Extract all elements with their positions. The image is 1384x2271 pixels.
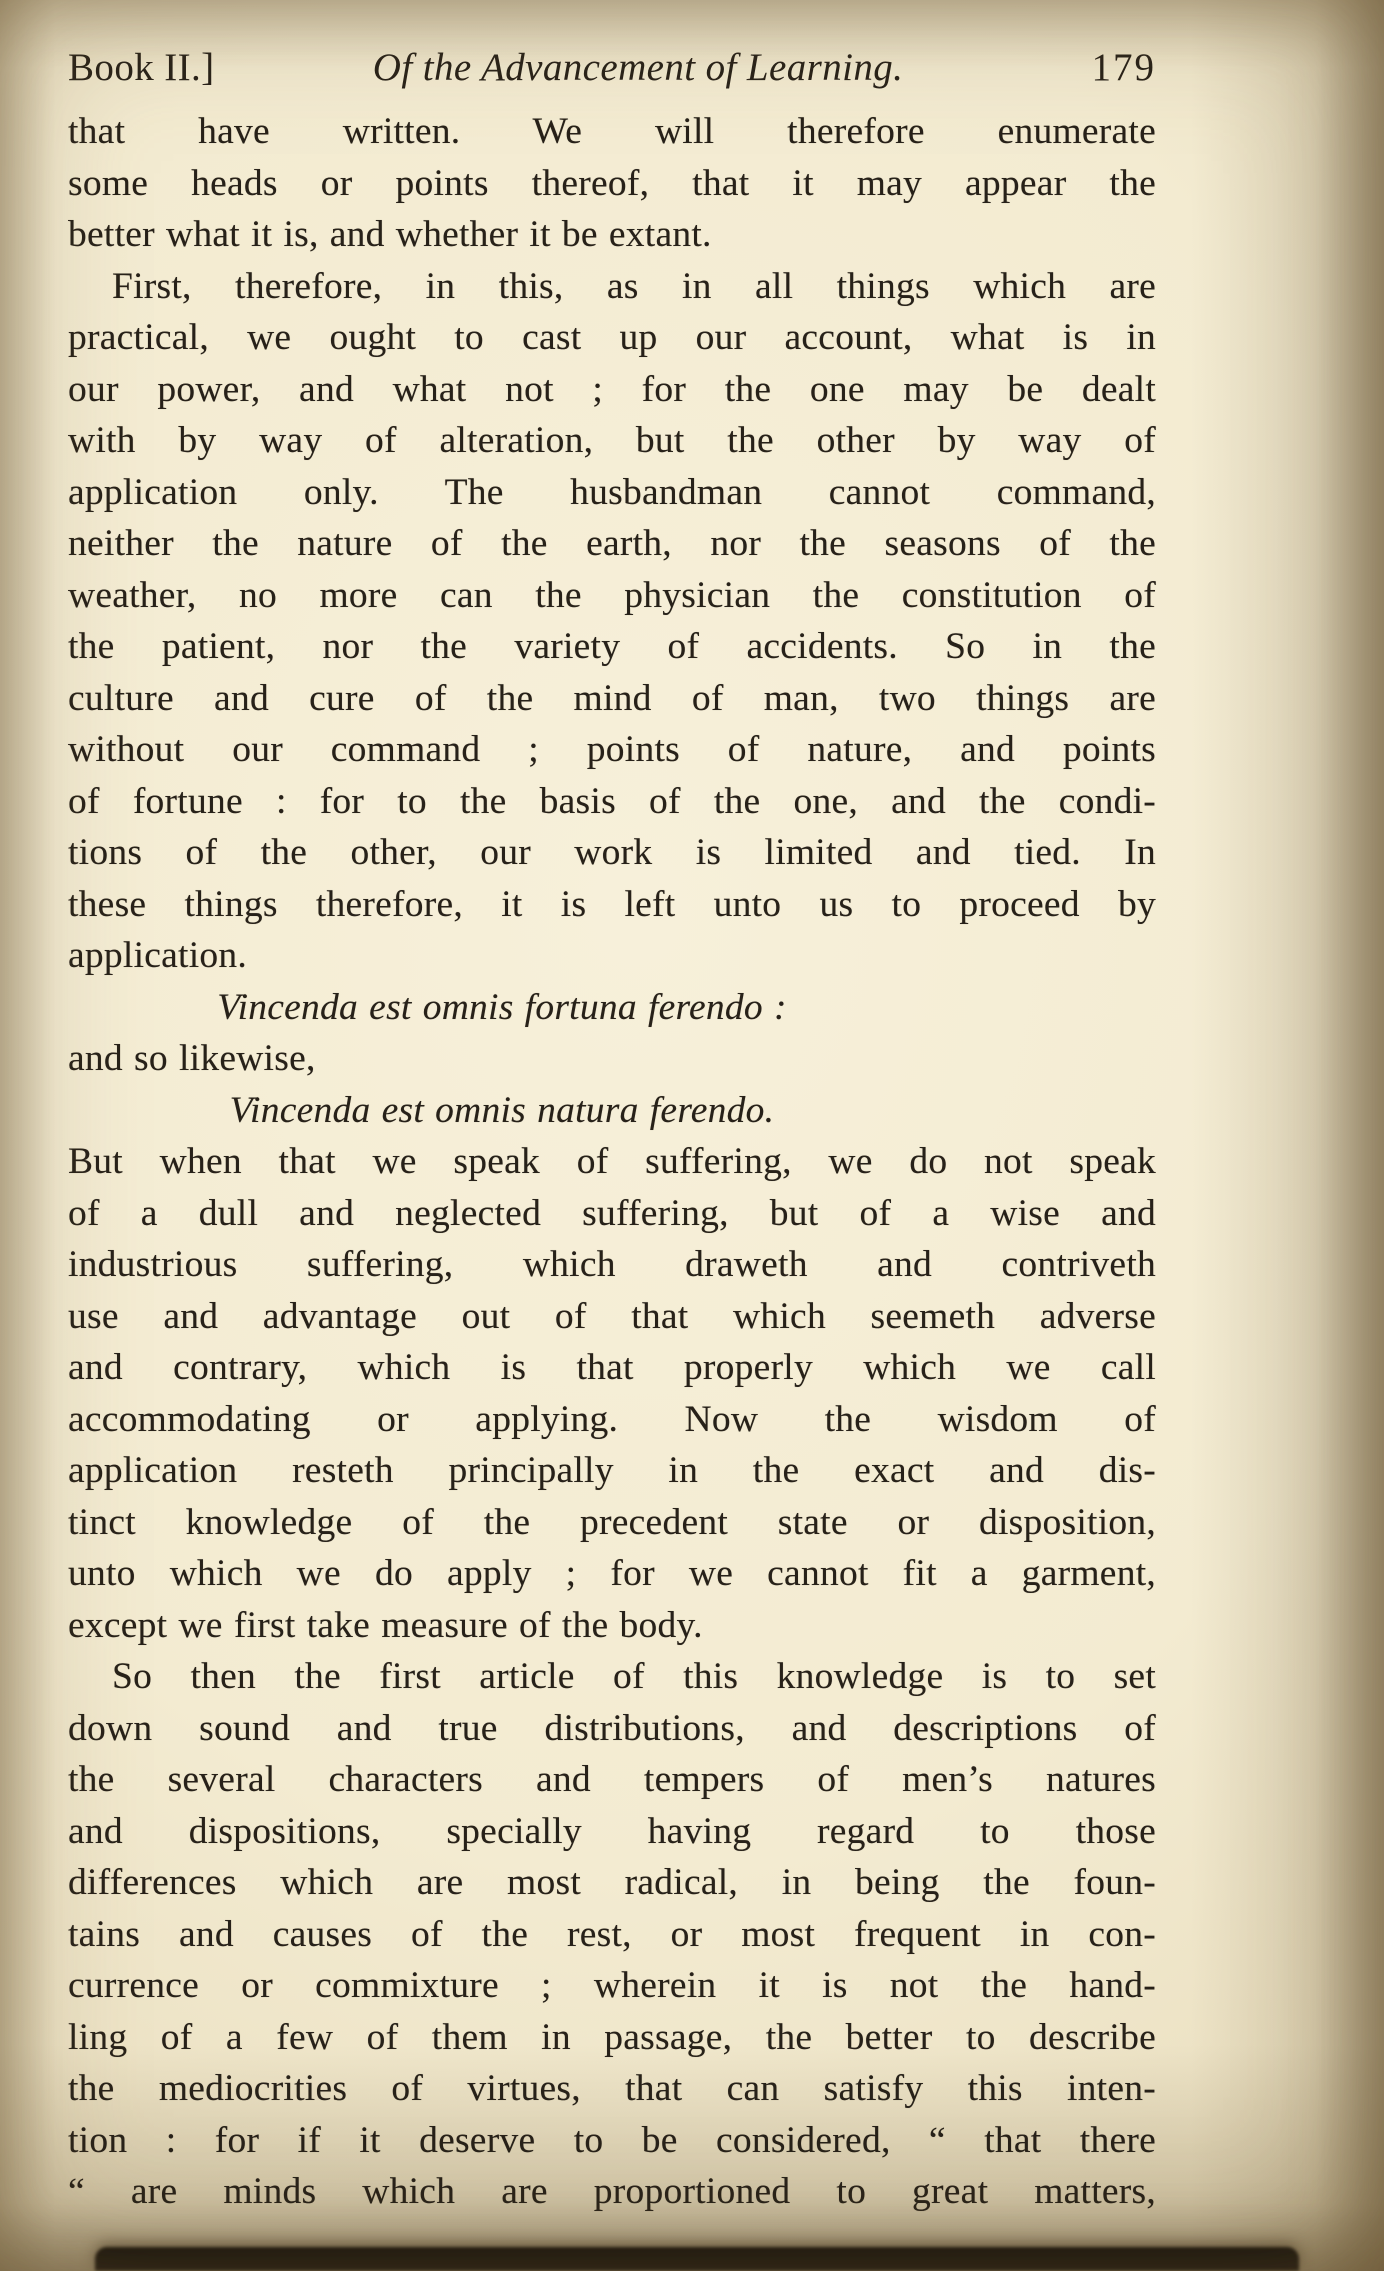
book-label: Book II.] [68, 46, 215, 89]
text-line: the mediocrities of virtues, that can satisfy this inten- [68, 2068, 1156, 2109]
text-line: without our command ; points of nature, and points [68, 729, 1156, 770]
text-line: application only. The husbandman cannot command, [68, 471, 1156, 513]
text-line: down sound and true distributions, and descriptions of [68, 1707, 1156, 1749]
text-line: some heads or points thereof, that it may appear the [68, 162, 1156, 204]
text-line: But when that we speak of suffering, we do not speak [68, 1141, 1156, 1182]
text-line: unto which we do apply ; for we cannot fit a garment, [68, 1553, 1156, 1594]
page-bottom-shadow [95, 2247, 1299, 2271]
text-line: our power, and what not ; for the one may be dealt [68, 368, 1156, 410]
text-line: that have written. We will therefore enumerate [68, 111, 1156, 152]
text-line: tions of the other, our work is limited and tied. In [68, 832, 1156, 873]
text-line: and contrary, which is that properly which we call [68, 1347, 1156, 1388]
text-line: better what it is, and whether it be extant. [68, 214, 712, 255]
text-line: tains and causes of the rest, or most frequent in con- [68, 1913, 1156, 1955]
text-line: tinct knowledge of the precedent state or disposition, [68, 1501, 1156, 1543]
text-line: weather, no more can the physician the constitution of [68, 574, 1156, 616]
text-line: accommodating or applying. Now the wisdom of [68, 1398, 1156, 1440]
running-title: Of the Advancement of Learning. [372, 46, 904, 89]
text-line: neither the nature of the earth, nor the seasons of the [68, 523, 1156, 564]
text-line: industrious suffering, which draweth and contriveth [68, 1244, 1156, 1285]
text-line: these things therefore, it is left unto us to proceed by [68, 883, 1156, 925]
text-line: application resteth principally in the exact and dis- [68, 1450, 1156, 1491]
text-line: culture and cure of the mind of man, two things are [68, 677, 1156, 719]
text-line: and dispositions, specially having regard to those [68, 1810, 1156, 1852]
text-line: “ are minds which are proportioned to great matters, [68, 2171, 1156, 2212]
text-line: and so likewise, [68, 1038, 316, 1079]
page-body [68, 106, 1156, 2218]
page-text-block [68, 44, 1156, 2218]
text-line: ling of a few of them in passage, the better to describe [68, 2016, 1156, 2058]
text-line: the several characters and tempers of men’s natures [68, 1759, 1156, 1800]
text-line: First, therefore, in this, as in all things which are [112, 265, 1156, 307]
text-line: differences which are most radical, in being the foun- [68, 1862, 1156, 1903]
text-line: the patient, nor the variety of accidents. So in the [68, 626, 1156, 667]
text-line: Vincenda est omnis fortuna ferendo : [217, 986, 787, 1028]
text-line: except we first take measure of the body. [68, 1604, 703, 1646]
text-line: currence or commixture ; wherein it is not the hand- [68, 1965, 1156, 2006]
text-line: tion : for if it deserve to be considered, “ that there [68, 2119, 1156, 2161]
text-line: of a dull and neglected suffering, but of a wise and [68, 1192, 1156, 1234]
text-line: use and advantage out of that which seemeth adverse [68, 1295, 1156, 1337]
text-line: Vincenda est omnis natura ferendo. [229, 1089, 775, 1131]
page-number: 179 [1091, 46, 1156, 89]
running-header [68, 44, 1156, 92]
text-line: application. [68, 935, 247, 976]
text-line: practical, we ought to cast up our account, what is in [68, 317, 1156, 358]
text-line: of fortune : for to the basis of the one, and the condi- [68, 780, 1156, 822]
text-line: with by way of alteration, but the other by way of [68, 420, 1156, 461]
text-line: So then the first article of this knowledge is to set [112, 1656, 1156, 1697]
